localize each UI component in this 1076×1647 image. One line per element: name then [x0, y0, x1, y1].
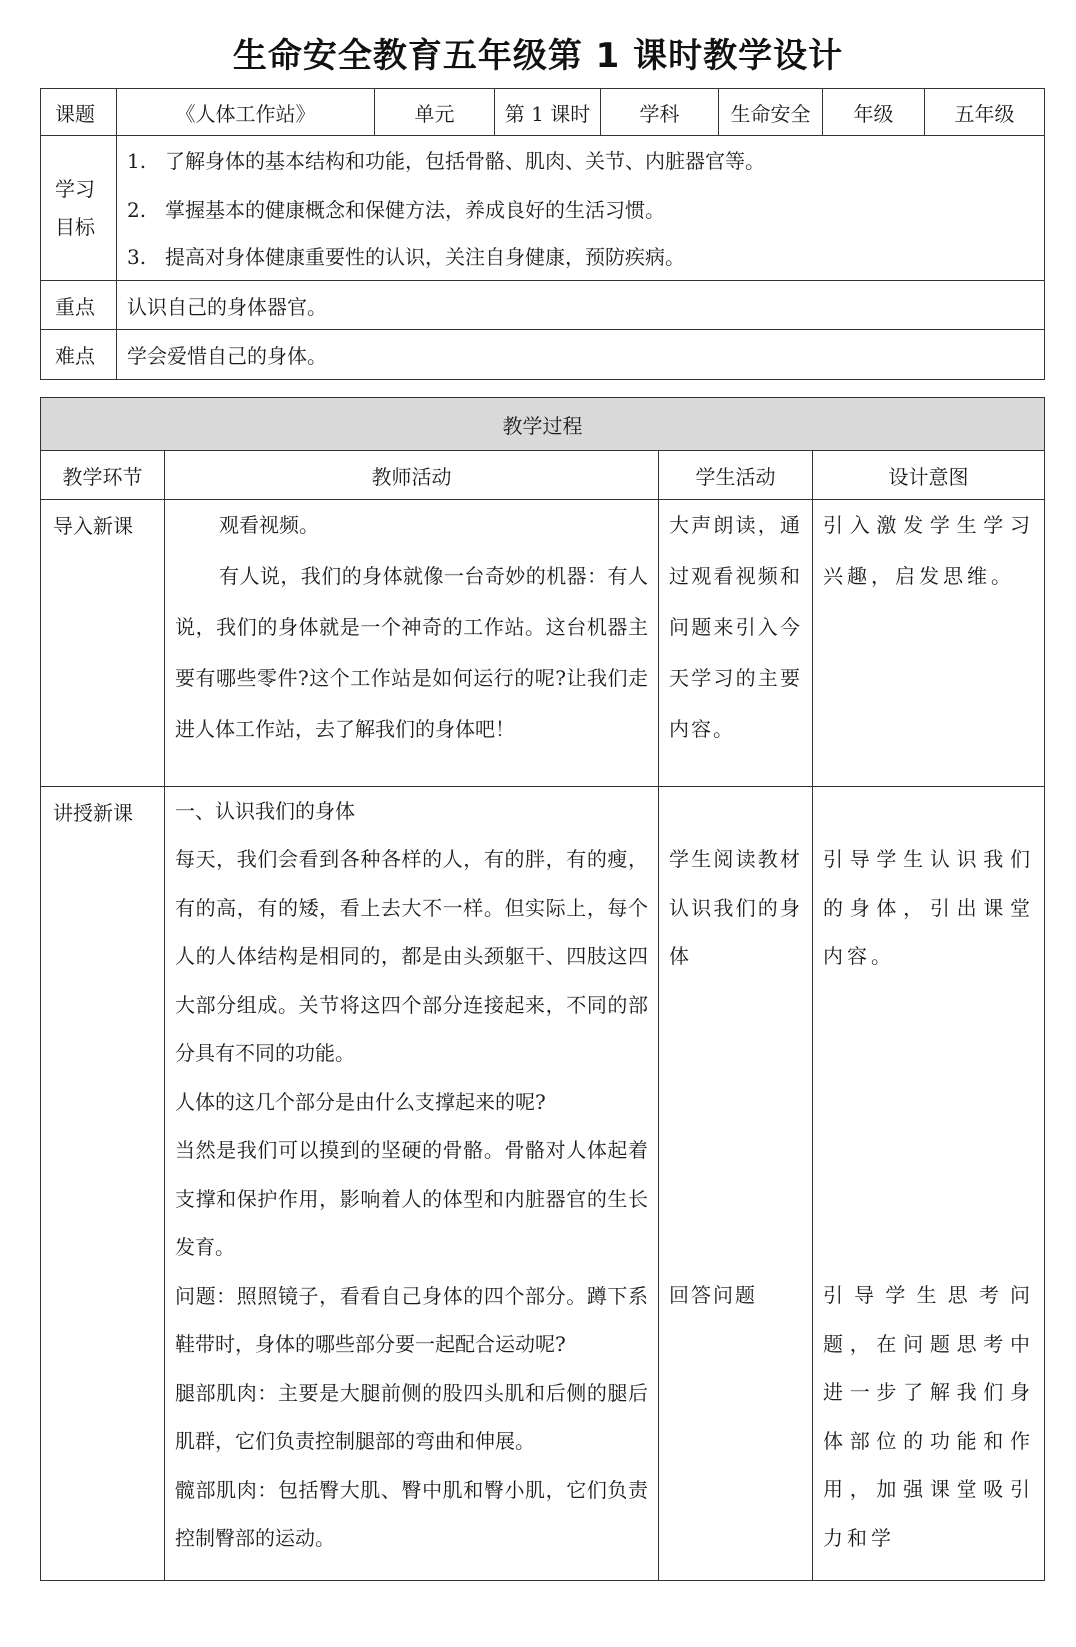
- student-activity-lecture: [659, 787, 813, 1581]
- subject-value: 生命安全: [719, 89, 823, 136]
- teacher-paragraph: 有人说，我们的身体就像一台奇妙的机器：有人说，我们的身体就是一个神奇的工作站。这台机器主要有哪些零件?这个工作站是如何运行的呢?让我们走进人体工作站，去了解我们的身体吧！: [175, 564, 648, 741]
- objective-item: [117, 136, 1044, 187]
- grade-value: 五年级: [925, 89, 1045, 136]
- design-intent-lecture: [813, 787, 1045, 1581]
- column-header-stage: 教学环节: [41, 451, 165, 500]
- key-point-text: 认识自己的身体器官。: [117, 281, 1045, 330]
- objective-text: 了解身体的基本结构和功能，包括骨骼、肌肉、关节、内脏器官等。: [165, 149, 765, 173]
- column-header-intent: 设计意图: [813, 451, 1045, 500]
- student-activity-text: 大声朗读，通过观看视频和问题来引入今天学习的主要内容。: [669, 513, 802, 741]
- teacher-paragraph: 一、认识我们的身体: [175, 799, 355, 823]
- grade-label: 年级: [823, 89, 925, 136]
- teacher-paragraph: 每天，我们会看到各种各样的人，有的胖，有的瘦，有的高，有的矮，看上去大不一样。但实际上，每个人的人体结构是相同的，都是由头颈躯干、四肢这四大部分组成。关节将这四个部分连接起来，不同的部分具有不同的功能。: [175, 847, 648, 1065]
- page-title: 生命安全教育五年级第 1 课时教学设计: [232, 36, 844, 76]
- unit-value: 第 1 课时: [495, 89, 601, 136]
- student-activity-text: 学生阅读教材认识我们的身体: [669, 847, 802, 968]
- objective-item: [117, 234, 1044, 280]
- difficulty-text: 学会爱惜自己的身体。: [117, 330, 1045, 380]
- objectives-list: [117, 136, 1045, 281]
- teacher-paragraph: 问题：照照镜子，看看自己身体的四个部分。蹲下系鞋带时，身体的哪些部分要一起配合运动呢?: [175, 1283, 648, 1356]
- teacher-paragraph: 当然是我们可以摸到的坚硬的骨骼。骨骼对人体起着支撑和保护作用，影响着人的体型和内脏器官的生长发育。: [175, 1138, 648, 1259]
- design-intent-text: 引入激发学生学习兴趣，启发思维。: [823, 513, 1034, 588]
- teacher-paragraph: 人体的这几个部分是由什么支撑起来的呢?: [175, 1089, 546, 1114]
- design-intent-text: 引导学生认识我们的身体，引出课堂内容。: [823, 847, 1034, 968]
- difficulty-label: 难点: [41, 330, 117, 380]
- process-header: 教学过程: [41, 398, 1045, 451]
- teacher-activity-lecture: [165, 787, 659, 1581]
- stage-intro: 导入新课: [41, 500, 165, 787]
- column-header-student: 学生活动: [659, 451, 813, 500]
- teacher-activity-intro: [165, 500, 659, 787]
- teacher-paragraph: 髋部肌肉：包括臀大肌、臀中肌和臀小肌，它们负责控制臀部的运动。: [175, 1477, 648, 1550]
- objective-number: 1.: [127, 149, 147, 173]
- topic-label: 课题: [41, 89, 117, 136]
- teaching-process-table: [40, 397, 1045, 1581]
- key-point-label: 重点: [41, 281, 117, 330]
- student-activity-text: 回答问题: [669, 1283, 757, 1307]
- teacher-paragraph: 观看视频。: [219, 513, 319, 537]
- objective-number: 2.: [127, 198, 147, 222]
- unit-label: 单元: [375, 89, 495, 136]
- subject-label: 学科: [601, 89, 719, 136]
- lesson-info-table: [40, 88, 1045, 380]
- objective-number: 3.: [127, 245, 147, 269]
- stage-lecture: 讲授新课: [41, 787, 165, 1581]
- objective-text: 提高对身体健康重要性的认识，关注自身健康，预防疾病。: [165, 245, 685, 269]
- objective-item: [117, 187, 1044, 234]
- objective-text: 掌握基本的健康概念和保健方法，养成良好的生活习惯。: [165, 198, 665, 222]
- column-header-teacher: 教师活动: [165, 451, 659, 500]
- student-activity-intro: [659, 500, 813, 787]
- teacher-paragraph: 腿部肌肉：主要是大腿前侧的股四头肌和后侧的腿后肌群，它们负责控制腿部的弯曲和伸展。: [175, 1380, 648, 1453]
- topic-value: 《人体工作站》: [117, 89, 375, 136]
- objectives-label: 学习 目标: [41, 136, 117, 281]
- design-intent-text: 引导学生思考问题，在问题思考中进一步了解我们身体部位的功能和作用，加强课堂吸引力和学: [823, 1283, 1034, 1550]
- design-intent-intro: [813, 500, 1045, 787]
